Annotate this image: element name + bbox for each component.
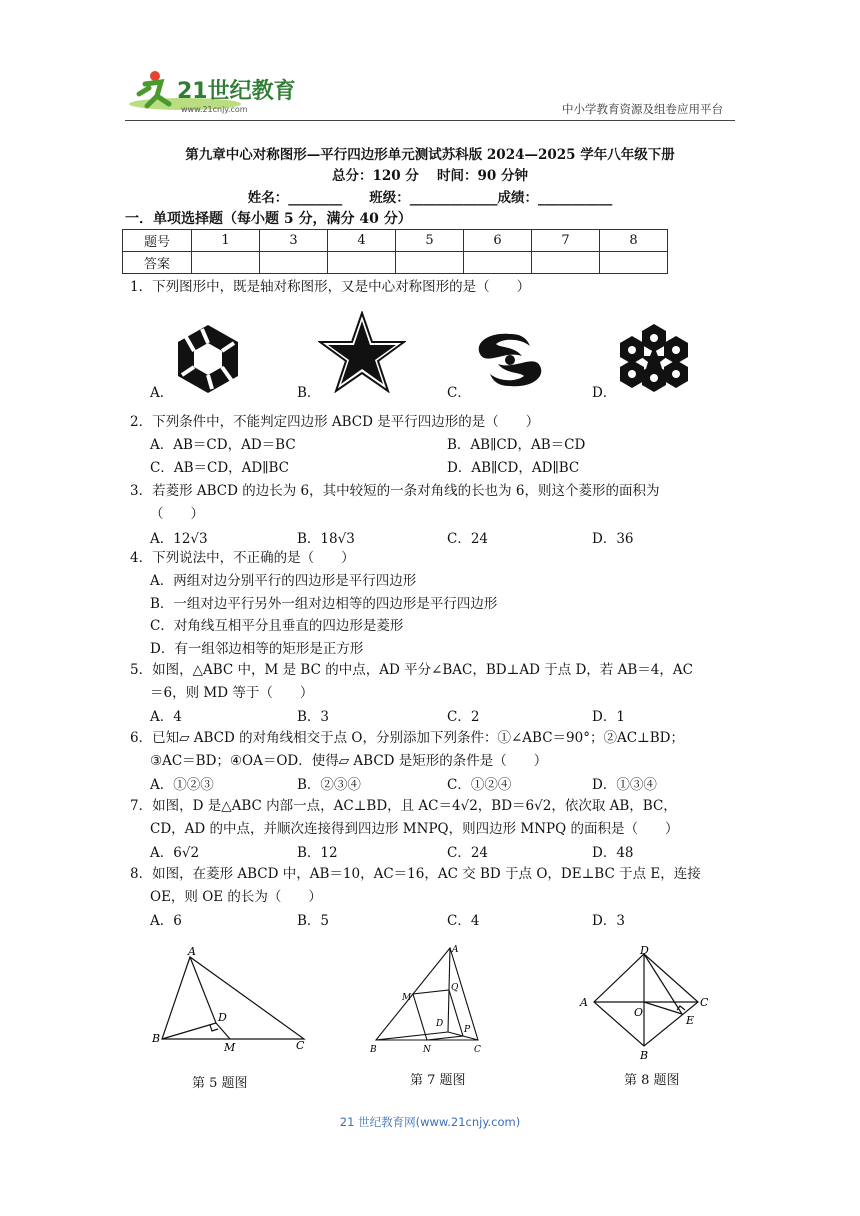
- q8-option-b[interactable]: B．5: [297, 913, 330, 929]
- q5-option-c[interactable]: C．2: [447, 709, 480, 725]
- figure-5: [150, 945, 315, 1057]
- q4-option-c[interactable]: C．对角线互相平分且垂直的四边形是菱形: [150, 618, 404, 634]
- fig8-label-e: E: [686, 1014, 695, 1027]
- fig7-label-n: N: [423, 1045, 431, 1055]
- q1-option-d[interactable]: D．: [592, 385, 617, 401]
- q6-option-c[interactable]: C．①②④: [447, 777, 512, 793]
- table-cell: 7: [532, 230, 600, 252]
- fig5-label-m: M: [224, 1041, 236, 1053]
- answer-cell[interactable]: [328, 252, 396, 274]
- table-cell: 5: [396, 230, 464, 252]
- fig8-label-b: B: [640, 1049, 649, 1062]
- question-5-stem-cont: ＝6，则 MD 等于（ ）: [150, 685, 314, 701]
- logo: [125, 66, 295, 118]
- question-5-stem: 5．如图，△ABC 中，M 是 BC 的中点，AD 平分∠BAC，BD⊥AD 于点 D，若 AB＝4，AC: [130, 662, 693, 678]
- q5-option-a[interactable]: A．4: [150, 709, 182, 725]
- q2-option-a[interactable]: A．AB＝CD，AD＝BC: [150, 437, 296, 453]
- fig8-label-a: A: [580, 996, 588, 1009]
- question-7-stem: 7．如图，D 是△ABC 内部一点，AC⊥BD，且 AC＝4√2，BD＝6√2，依次取 AB，BC，: [130, 798, 677, 814]
- q6-option-d[interactable]: D．①③④: [592, 777, 657, 793]
- fig7-label-m: M: [402, 993, 412, 1003]
- question-7-stem-cont: CD，AD 的中点，并顺次连接得到四边形 MNPQ，则四边形 MNPQ 的面积是（ ）: [150, 821, 679, 837]
- q7-option-c[interactable]: C．24: [447, 845, 489, 861]
- fig7-label-a: A: [452, 945, 459, 955]
- q1-option-c[interactable]: C．: [447, 385, 471, 401]
- hexagon-swirl-figure: [172, 323, 244, 395]
- q1-option-b[interactable]: B．: [297, 385, 321, 401]
- answer-cell[interactable]: [532, 252, 600, 274]
- answer-cell[interactable]: [600, 252, 668, 274]
- section-heading: 一．单项选择题（每小题 5 分，满分 40 分）: [125, 211, 412, 227]
- answer-cell[interactable]: [192, 252, 260, 274]
- question-2-stem: 2．下列条件中，不能判定四边形 ABCD 是平行四边形的是（ ）: [130, 414, 540, 430]
- figure-8-caption: 第 8 题图: [624, 1073, 680, 1088]
- question-6-stem: 6．已知▱ ABCD 的对角线相交于点 O，分别添加下列条件：①∠ABC＝90°；②AC⊥BD；: [130, 730, 684, 746]
- fig7-label-c: C: [474, 1045, 481, 1055]
- q3-option-c[interactable]: C．24: [447, 531, 489, 547]
- question-3-stem: 3．若菱形 ABCD 的边长为 6，其中较短的一条对角线的长也为 6，则这个菱形的面积为: [130, 483, 660, 499]
- platform-name: 中小学教育资源及组卷应用平台: [562, 102, 723, 116]
- fig7-label-b: B: [370, 1045, 377, 1055]
- q7-option-b[interactable]: B．12: [297, 845, 338, 861]
- table-cell: 8: [600, 230, 668, 252]
- q6-option-a[interactable]: A．①②③: [150, 777, 214, 793]
- exam-info: 总分：120 分 时间：90 分钟: [331, 168, 529, 184]
- fig8-label-o: O: [634, 1006, 644, 1019]
- table-cell: 3: [260, 230, 328, 252]
- footer-link[interactable]: 21 世纪教育网(www.21cnjy.com): [339, 1115, 521, 1129]
- fig8-label-c: C: [700, 996, 709, 1009]
- fig5-label-c: C: [296, 1039, 305, 1052]
- hexagon-cluster-figure: [616, 322, 692, 392]
- q2-option-b[interactable]: B．AB∥CD，AB＝CD: [447, 437, 586, 453]
- student-info: 姓名：________ 班级：_____________成绩：___________: [247, 190, 613, 206]
- q2-option-c[interactable]: C．AB＝CD，AD∥BC: [150, 460, 289, 476]
- q8-option-c[interactable]: C．4: [447, 913, 480, 929]
- q8-option-a[interactable]: A．6: [150, 913, 182, 929]
- star-figure: [318, 311, 406, 393]
- table-header-number: 题号: [123, 230, 192, 252]
- fig7-label-d: D: [436, 1019, 444, 1029]
- q8-option-d[interactable]: D．3: [592, 913, 625, 929]
- figure-5-caption: 第 5 题图: [192, 1076, 248, 1091]
- table-cell: 1: [192, 230, 260, 252]
- figure-7-caption: 第 7 题图: [410, 1073, 466, 1088]
- q4-option-a[interactable]: A．两组对边分别平行的四边形是平行四边形: [150, 573, 417, 589]
- figure-7: [368, 940, 493, 1062]
- figure-8: [578, 944, 714, 1066]
- fig5-label-d: D: [218, 1011, 227, 1024]
- q7-option-a[interactable]: A．6√2: [150, 845, 200, 861]
- question-3-stem-cont: （ ）: [150, 506, 204, 522]
- logo-text: 21世纪教育: [177, 79, 295, 104]
- answer-cell[interactable]: [464, 252, 532, 274]
- answer-cell[interactable]: [260, 252, 328, 274]
- q3-option-d[interactable]: D．36: [592, 531, 634, 547]
- q5-option-d[interactable]: D．1: [592, 709, 625, 725]
- answer-cell[interactable]: [396, 252, 464, 274]
- q5-option-b[interactable]: B．3: [297, 709, 330, 725]
- q2-option-d[interactable]: D．AB∥CD，AD∥BC: [447, 460, 580, 476]
- swirl-figure: [470, 328, 550, 392]
- logo-url: www.21cnjy.com: [181, 105, 248, 114]
- question-4-stem: 4．下列说法中，不正确的是（ ）: [130, 550, 355, 566]
- question-6-stem-cont: ③AC＝BD；④OA＝OD．使得▱ ABCD 是矩形的条件是（ ）: [150, 753, 548, 769]
- q3-option-a[interactable]: A．12√3: [150, 531, 208, 547]
- fig5-label-b: B: [152, 1032, 161, 1045]
- q4-option-b[interactable]: B．一组对边平行另外一组对边相等的四边形是平行四边形: [150, 596, 498, 612]
- question-8-stem: 8．如图，在菱形 ABCD 中，AB＝10，AC＝16，AC 交 BD 于点 O，DE⊥BC 于点 E，连接: [130, 866, 701, 882]
- fig8-label-d: D: [640, 944, 649, 957]
- question-1-stem: 1．下列图形中，既是轴对称图形，又是中心对称图形的是（ ）: [130, 279, 531, 295]
- question-8-stem-cont: OE，则 OE 的长为（ ）: [150, 889, 322, 905]
- table-cell: 6: [464, 230, 532, 252]
- q3-option-b[interactable]: B．18√3: [297, 531, 355, 547]
- q6-option-b[interactable]: B．②③④: [297, 777, 361, 793]
- table-cell: 4: [328, 230, 396, 252]
- fig5-label-a: A: [188, 945, 196, 958]
- q1-option-a[interactable]: A．: [150, 385, 174, 401]
- exam-title: 第九章中心对称图形—平行四边形单元测试苏科版 2024—2025 学年八年级下册: [185, 147, 675, 163]
- fig7-label-p: P: [464, 1025, 471, 1035]
- header-divider: [125, 120, 735, 121]
- q7-option-d[interactable]: D．48: [592, 845, 634, 861]
- answer-table: [122, 229, 668, 274]
- q4-option-d[interactable]: D．有一组邻边相等的矩形是正方形: [150, 641, 364, 657]
- table-header-answer: 答案: [123, 252, 192, 274]
- fig7-label-q: Q: [451, 983, 459, 993]
